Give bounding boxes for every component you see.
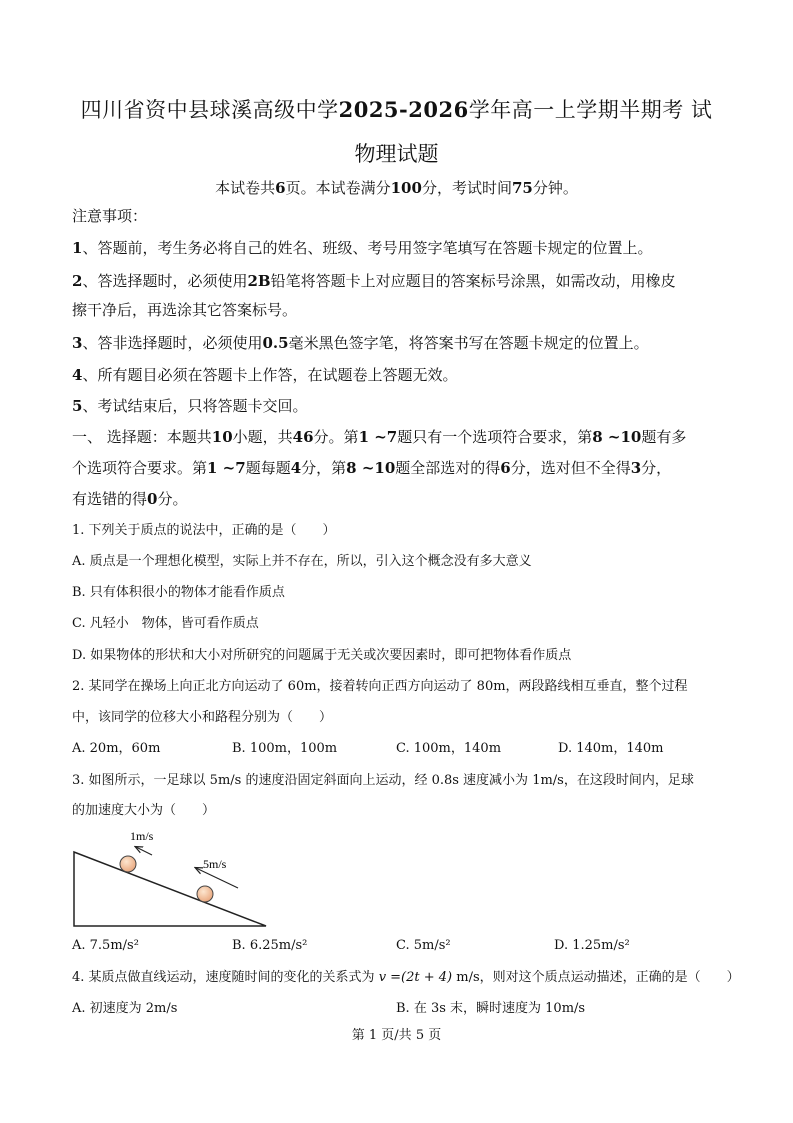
q4-formula: v =(2t + 4) (378, 970, 453, 985)
note-5 (72, 396, 307, 416)
section-text: 题每题 (245, 459, 291, 477)
note-3 (72, 333, 649, 353)
label-5ms: 5m/s (203, 857, 227, 871)
info-text: 分钟。 (532, 179, 578, 197)
q1-option-a: A. 质点是一个理想化模型，实际上并不存在，所以，引入这个概念没有多大意义 (72, 554, 532, 569)
info-text: 页。本试卷满分 (285, 179, 391, 197)
note-text: 铅笔将答题卡上对应题目的答案标号涂黑，如需改动，用橡皮 (270, 272, 676, 290)
incline-slope (74, 852, 266, 926)
section-text: 题只有一个选项符合要求，第 (397, 428, 593, 446)
section-text: 有选错的得 (72, 490, 148, 508)
note-text: 、答非选择题时，必须使用 (82, 334, 263, 352)
section-text: 题有多 (641, 428, 687, 446)
q3-option-b: B. 6.25m/s² (232, 938, 308, 953)
page-title (0, 94, 793, 124)
q1-option-b: B. 只有体积很小的物体才能看作质点 (72, 585, 285, 600)
q4-option-b: B. 在 3s 末，瞬时速度为 10m/s (396, 1001, 586, 1016)
section-line-1 (72, 427, 686, 447)
exam-info (0, 177, 793, 198)
q1-option-c: C. 凡轻小 物体，皆可看作质点 (72, 616, 259, 631)
q3-option-d: D. 1.25m/s² (554, 938, 630, 953)
note-text: 、考试结束后，只将答题卡交回。 (82, 397, 308, 415)
q2-option-d: D. 140m，140m (558, 741, 664, 756)
info-text: 分，考试时间 (421, 179, 512, 197)
note-bold: 2B (247, 272, 271, 290)
q2-stem-2: 中，该同学的位移大小和路程分别为（ ） (72, 710, 333, 725)
note-text: 毫米黑色签字笔，将答案书写在答题卡规定的位置上。 (288, 334, 649, 352)
section-text: 一、 选择题：本题共 (72, 428, 212, 446)
q4-stem (72, 969, 740, 987)
section-line-2 (72, 458, 671, 478)
note-2 (72, 271, 676, 291)
q3-option-c: C. 5m/s² (396, 938, 451, 953)
title-part-1: 四川省资中县球溪高级中学 (80, 98, 339, 122)
section-text: 个选项符合要求。第 (72, 459, 208, 477)
page-footer: 第 1 页/共 5 页 (351, 1028, 442, 1043)
section-bold: 4 (290, 459, 302, 477)
note-text: 、所有题目必须在答题卡上作答，在试题卷上答题无效。 (82, 366, 458, 384)
q2-option-b: B. 100m，100m (232, 741, 338, 756)
note-text: 、答选择题时，必须使用 (82, 272, 248, 290)
section-text: 题全部选对的得 (395, 459, 501, 477)
info-score: 100 (390, 179, 422, 197)
section-bold: 6 (500, 459, 511, 477)
section-bold: 1 ~7 (207, 459, 246, 477)
note-number: 1 (72, 239, 83, 257)
section-bold: 46 (292, 428, 314, 446)
section-bold: 3 (630, 459, 642, 477)
note-2-cont: 擦干净后，再选涂其它答案标号。 (72, 301, 298, 319)
arrow-top (136, 847, 152, 855)
title-year: 2025-2026 (338, 97, 469, 122)
section-text: 小题，共 (232, 428, 293, 446)
section-text: 分，第 (301, 459, 347, 477)
page-subtitle: 物理试题 (354, 142, 439, 166)
section-bold: 1 ~7 (358, 428, 398, 446)
q4-option-a: A. 初速度为 2m/s (72, 1001, 178, 1016)
section-text: 分， (641, 459, 672, 477)
section-text: 分。 (157, 490, 188, 508)
arrow-bottom (196, 868, 238, 888)
q4-text: m/s，则对这个质点运动描述，正确的是（ ） (456, 970, 740, 985)
note-text: 、答题前，考生务必将自己的姓名、班级、考号用签字笔填写在答题卡规定的位置上。 (82, 239, 653, 257)
section-text: 分。第 (313, 428, 359, 446)
q1-stem: 1. 下列关于质点的说法中，正确的是（ ） (72, 523, 336, 538)
ball-top (120, 856, 136, 872)
note-number: 5 (72, 397, 83, 415)
q4-text: 4. 某质点做直线运动，速度随时间的变化的关系式为 (72, 970, 375, 985)
section-line-3 (72, 489, 187, 509)
note-number: 3 (72, 334, 83, 352)
note-4 (72, 365, 457, 385)
q2-option-c: C. 100m，140m (396, 741, 502, 756)
q3-stem-1: 3. 如图所示，一足球以 5m/s 的速度沿固定斜面向上运动，经 0.8s 速度减小为 1m/s，在这段时间内，足球 (72, 773, 694, 788)
ball-bottom (197, 886, 213, 902)
q3-option-a: A. 7.5m/s² (72, 938, 139, 953)
section-text: 分，选对但不全得 (510, 459, 631, 477)
q2-stem-1: 2. 某同学在操场上向正北方向运动了 60m，接着转向正西方向运动了 80m，两段路线相互垂直，整个过程 (72, 679, 688, 694)
q1-option-d: D. 如果物体的形状和大小对所研究的问题属于无关或次要因素时，即可把物体看作质点 (72, 648, 572, 663)
section-bold: 8 ~10 (592, 428, 642, 446)
note-1 (72, 238, 652, 258)
section-bold: 10 (211, 428, 233, 446)
title-part-2: 学年高一上学期半期考 试 (468, 98, 713, 122)
q3-stem-2: 的加速度大小为（ ） (72, 803, 216, 818)
info-text: 本试卷共 (215, 179, 276, 197)
label-1ms: 1m/s (130, 829, 154, 843)
info-time: 75 (511, 179, 533, 197)
section-bold: 0 (147, 490, 158, 508)
info-pages: 6 (275, 179, 286, 197)
q2-option-a: A. 20m，60m (72, 741, 161, 756)
note-bold: 0.5 (262, 334, 289, 352)
incline-figure (60, 822, 290, 932)
notes-heading: 注意事项： (72, 207, 148, 225)
note-number: 4 (72, 366, 83, 384)
note-number: 2 (72, 272, 83, 290)
section-bold: 8 ~10 (346, 459, 396, 477)
